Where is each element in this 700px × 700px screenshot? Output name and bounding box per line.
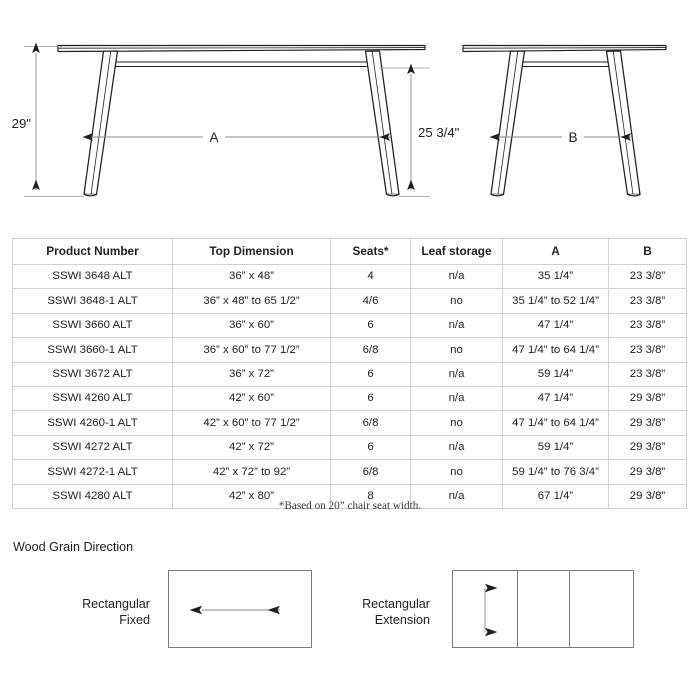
cell-product-number: SSWI 4260-1 ALT <box>13 411 173 435</box>
cell-dim-b: 23 3/8” <box>609 265 687 289</box>
column-header-a: A <box>503 239 609 265</box>
table-row <box>13 338 687 362</box>
dimension-width-a <box>93 130 390 145</box>
cell-seats: 6 <box>331 386 411 410</box>
cell-top-dimension: 36” x 60” to 77 1/2” <box>173 338 331 362</box>
cell-dim-a: 47 1/4” to 64 1/4” <box>503 411 609 435</box>
cell-dim-b: 29 3/8” <box>609 386 687 410</box>
grain-label-rectangular-extension <box>320 596 430 628</box>
cell-leaf-storage: no <box>411 289 503 313</box>
grain-label-extension-line1: Rectangular <box>362 597 430 611</box>
table-row <box>13 460 687 484</box>
cell-dim-a: 59 1/4” to 76 3/4” <box>503 460 609 484</box>
cell-leaf-storage: n/a <box>411 265 503 289</box>
apron-rail-side <box>512 62 620 67</box>
dimension-label-a: A <box>209 130 219 145</box>
cell-product-number: SSWI 4272-1 ALT <box>13 460 173 484</box>
cell-top-dimension: 42” x 80” <box>173 484 331 508</box>
table-row <box>13 362 687 386</box>
table-row <box>13 313 687 337</box>
dimension-label-b: B <box>568 130 578 145</box>
cell-leaf-storage: no <box>411 411 503 435</box>
dimension-width-b <box>500 130 631 145</box>
table-row <box>13 265 687 289</box>
cell-leaf-storage: no <box>411 338 503 362</box>
technical-drawings <box>0 0 700 228</box>
cell-top-dimension: 36” x 60” <box>173 313 331 337</box>
cell-top-dimension: 42” x 60” <box>173 386 331 410</box>
cell-top-dimension: 42” x 60” to 77 1/2” <box>173 411 331 435</box>
dimension-label-height: 29" <box>11 116 31 131</box>
cell-leaf-storage: n/a <box>411 313 503 337</box>
table-body <box>13 265 687 509</box>
cell-dim-a: 47 1/4” <box>503 313 609 337</box>
grain-arrow-horizontal <box>169 571 313 649</box>
cell-leaf-storage: n/a <box>411 435 503 459</box>
table-leg-side-right <box>607 51 641 196</box>
cell-seats: 4/6 <box>331 289 411 313</box>
table-row <box>13 411 687 435</box>
cell-product-number: SSWI 3660 ALT <box>13 313 173 337</box>
cell-dim-b: 23 3/8” <box>609 338 687 362</box>
cell-leaf-storage: n/a <box>411 362 503 386</box>
cell-seats: 6/8 <box>331 411 411 435</box>
wood-grain-figures <box>0 560 700 670</box>
cell-dim-a: 35 1/4” <box>503 265 609 289</box>
cell-dim-b: 29 3/8” <box>609 435 687 459</box>
grain-label-extension-line2: Extension <box>374 613 430 628</box>
cell-leaf-storage: n/a <box>411 484 503 508</box>
wood-grain-section-title: Wood Grain Direction <box>13 540 134 554</box>
grain-label-fixed-line2: Fixed <box>119 613 150 628</box>
table-row <box>13 289 687 313</box>
column-header-product-number: Product Number <box>13 239 173 265</box>
column-header-seats: Seats* <box>331 239 411 265</box>
apron-rail-front <box>105 62 379 67</box>
table-leg-front-right <box>366 51 400 196</box>
cell-dim-a: 59 1/4” <box>503 435 609 459</box>
grain-arrow-vertical <box>453 571 635 649</box>
cell-dim-b: 29 3/8” <box>609 411 687 435</box>
cell-dim-b: 29 3/8” <box>609 460 687 484</box>
cell-seats: 6 <box>331 435 411 459</box>
cell-product-number: SSWI 3648 ALT <box>13 265 173 289</box>
cell-dim-b: 23 3/8” <box>609 289 687 313</box>
cell-product-number: SSWI 4260 ALT <box>13 386 173 410</box>
dimension-label-apron-height: 25 3/4" <box>418 125 460 140</box>
cell-top-dimension: 36” x 48” to 65 1/2” <box>173 289 331 313</box>
front-elevation-view <box>12 46 460 197</box>
cell-dim-b: 23 3/8” <box>609 313 687 337</box>
cell-dim-a: 47 1/4” <box>503 386 609 410</box>
cell-dim-a: 35 1/4” to 52 1/4” <box>503 289 609 313</box>
cell-product-number: SSWI 3660-1 ALT <box>13 338 173 362</box>
cell-product-number: SSWI 4272 ALT <box>13 435 173 459</box>
column-header-leaf-storage: Leaf storage <box>411 239 503 265</box>
cell-seats: 8 <box>331 484 411 508</box>
grain-diagram-rectangular-extension <box>452 570 634 648</box>
grain-diagram-rectangular-fixed <box>168 570 312 648</box>
specification-table-container <box>12 238 686 509</box>
dimension-overall-height <box>12 47 84 197</box>
cell-dim-a: 67 1/4” <box>503 484 609 508</box>
cell-top-dimension: 36” x 48” <box>173 265 331 289</box>
table-footnote: *Based on 20” chair seat width. <box>278 500 422 512</box>
cell-dim-b: 23 3/8” <box>609 362 687 386</box>
cell-dim-b: 29 3/8” <box>609 484 687 508</box>
specification-table <box>12 238 687 509</box>
cell-product-number: SSWI 3672 ALT <box>13 362 173 386</box>
cell-seats: 4 <box>331 265 411 289</box>
cell-dim-a: 47 1/4” to 64 1/4” <box>503 338 609 362</box>
cell-top-dimension: 36” x 72” <box>173 362 331 386</box>
cell-product-number: SSWI 3648-1 ALT <box>13 289 173 313</box>
table-leg-front-left <box>84 51 118 196</box>
table-row <box>13 386 687 410</box>
column-header-b: B <box>609 239 687 265</box>
cell-top-dimension: 42” x 72” <box>173 435 331 459</box>
column-header-top-dimension: Top Dimension <box>173 239 331 265</box>
cell-dim-a: 59 1/4” <box>503 362 609 386</box>
table-top-side <box>463 46 666 52</box>
cell-seats: 6 <box>331 313 411 337</box>
cell-top-dimension: 42” x 72” to 92” <box>173 460 331 484</box>
side-elevation-view <box>463 46 666 196</box>
table-header-row <box>13 239 687 265</box>
cell-seats: 6 <box>331 362 411 386</box>
grain-label-fixed-line1: Rectangular <box>82 597 150 611</box>
cell-seats: 6/8 <box>331 460 411 484</box>
cell-product-number: SSWI 4280 ALT <box>13 484 173 508</box>
cell-leaf-storage: no <box>411 460 503 484</box>
table-row <box>13 435 687 459</box>
cell-leaf-storage: n/a <box>411 386 503 410</box>
cell-seats: 6/8 <box>331 338 411 362</box>
grain-label-rectangular-fixed <box>40 596 150 628</box>
table-leg-side-left <box>491 51 525 196</box>
